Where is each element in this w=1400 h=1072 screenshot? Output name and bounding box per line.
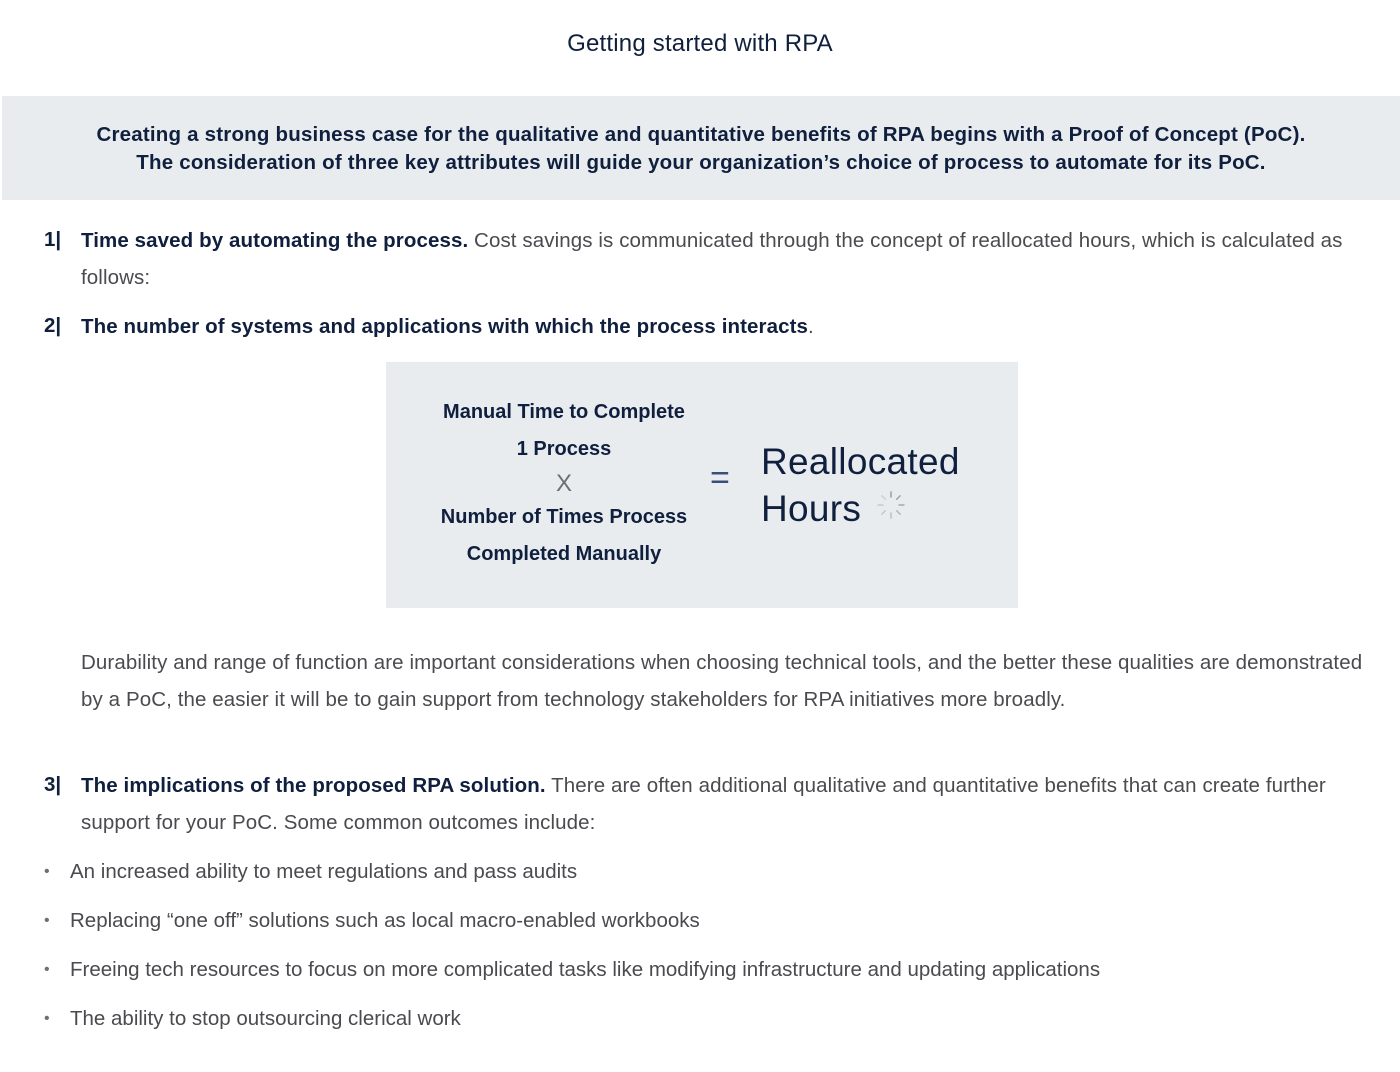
formula-left-side	[410, 394, 718, 573]
formula-result-line-2: Hours	[761, 488, 862, 529]
formula-manual-time-line-1: Manual Time to Complete	[443, 401, 685, 423]
intro-line-2: The consideration of three key attributes will guide your organization’s choice of process to automate for its PoC.	[136, 151, 1266, 174]
list-item-text: An increased ability to meet regulations and pass audits	[70, 860, 578, 883]
bullet-icon: •	[44, 912, 50, 929]
intro-line-1: Creating a strong business case for the qualitative and quantitative benefits of RPA begins with a Proof of Concept (PoC).	[96, 123, 1306, 146]
list-item-text: Freeing tech resources to focus on more complicated tasks like modifying infrastructure and updating applications	[70, 958, 1101, 981]
item-1-heading: Time saved by automating the process.	[81, 229, 469, 252]
bullet-icon: •	[44, 961, 50, 978]
item-3-body: There are often additional qualitative and quantitative benefits that can create further support for your PoC. Some common outcomes include:	[81, 774, 1326, 834]
bullet-icon: •	[44, 1010, 50, 1027]
item-3-heading: The implications of the proposed RPA solution.	[81, 774, 546, 797]
loading-spinner-icon	[876, 490, 906, 520]
item-2-paragraph	[81, 308, 1371, 345]
item-number-1: 1|	[44, 228, 62, 251]
intro-banner	[2, 96, 1400, 200]
item-1-paragraph	[81, 222, 1371, 296]
item-2-body: .	[808, 315, 814, 338]
page-title: Getting started with RPA	[567, 30, 833, 57]
list-item-text: The ability to stop outsourcing clerical work	[70, 1007, 461, 1030]
list-item-text: Replacing “one off” solutions such as local macro-enabled workbooks	[70, 909, 700, 932]
formula-times-line-2: Completed Manually	[466, 543, 662, 565]
formula-times-line-1: Number of Times Process	[440, 506, 688, 528]
item-1-body: Cost savings is communicated through the concept of reallocated hours, which is calculated as follows:	[81, 229, 1343, 289]
formula-result-line-1: Reallocated	[761, 441, 960, 482]
item-2-heading: The number of systems and applications with which the process interacts	[81, 315, 809, 338]
formula-manual-time-line-2: 1 Process	[516, 438, 612, 460]
item-number-3: 3|	[44, 773, 62, 796]
formula-result	[761, 438, 960, 532]
bullet-icon: •	[44, 863, 50, 880]
durability-paragraph: Durability and range of function are important considerations when choosing technical tools, and the better these qualities are demonstrated by a PoC, the easier it will be to gain support from technology stakeholders for RPA initiatives more broadly.	[81, 651, 1363, 711]
formula-equals-sign: =	[710, 459, 730, 497]
item-number-2: 2|	[44, 314, 62, 337]
formula-multiply-operator: X	[555, 470, 572, 497]
item-3-paragraph	[81, 767, 1371, 841]
reallocated-hours-formula	[386, 362, 1018, 608]
